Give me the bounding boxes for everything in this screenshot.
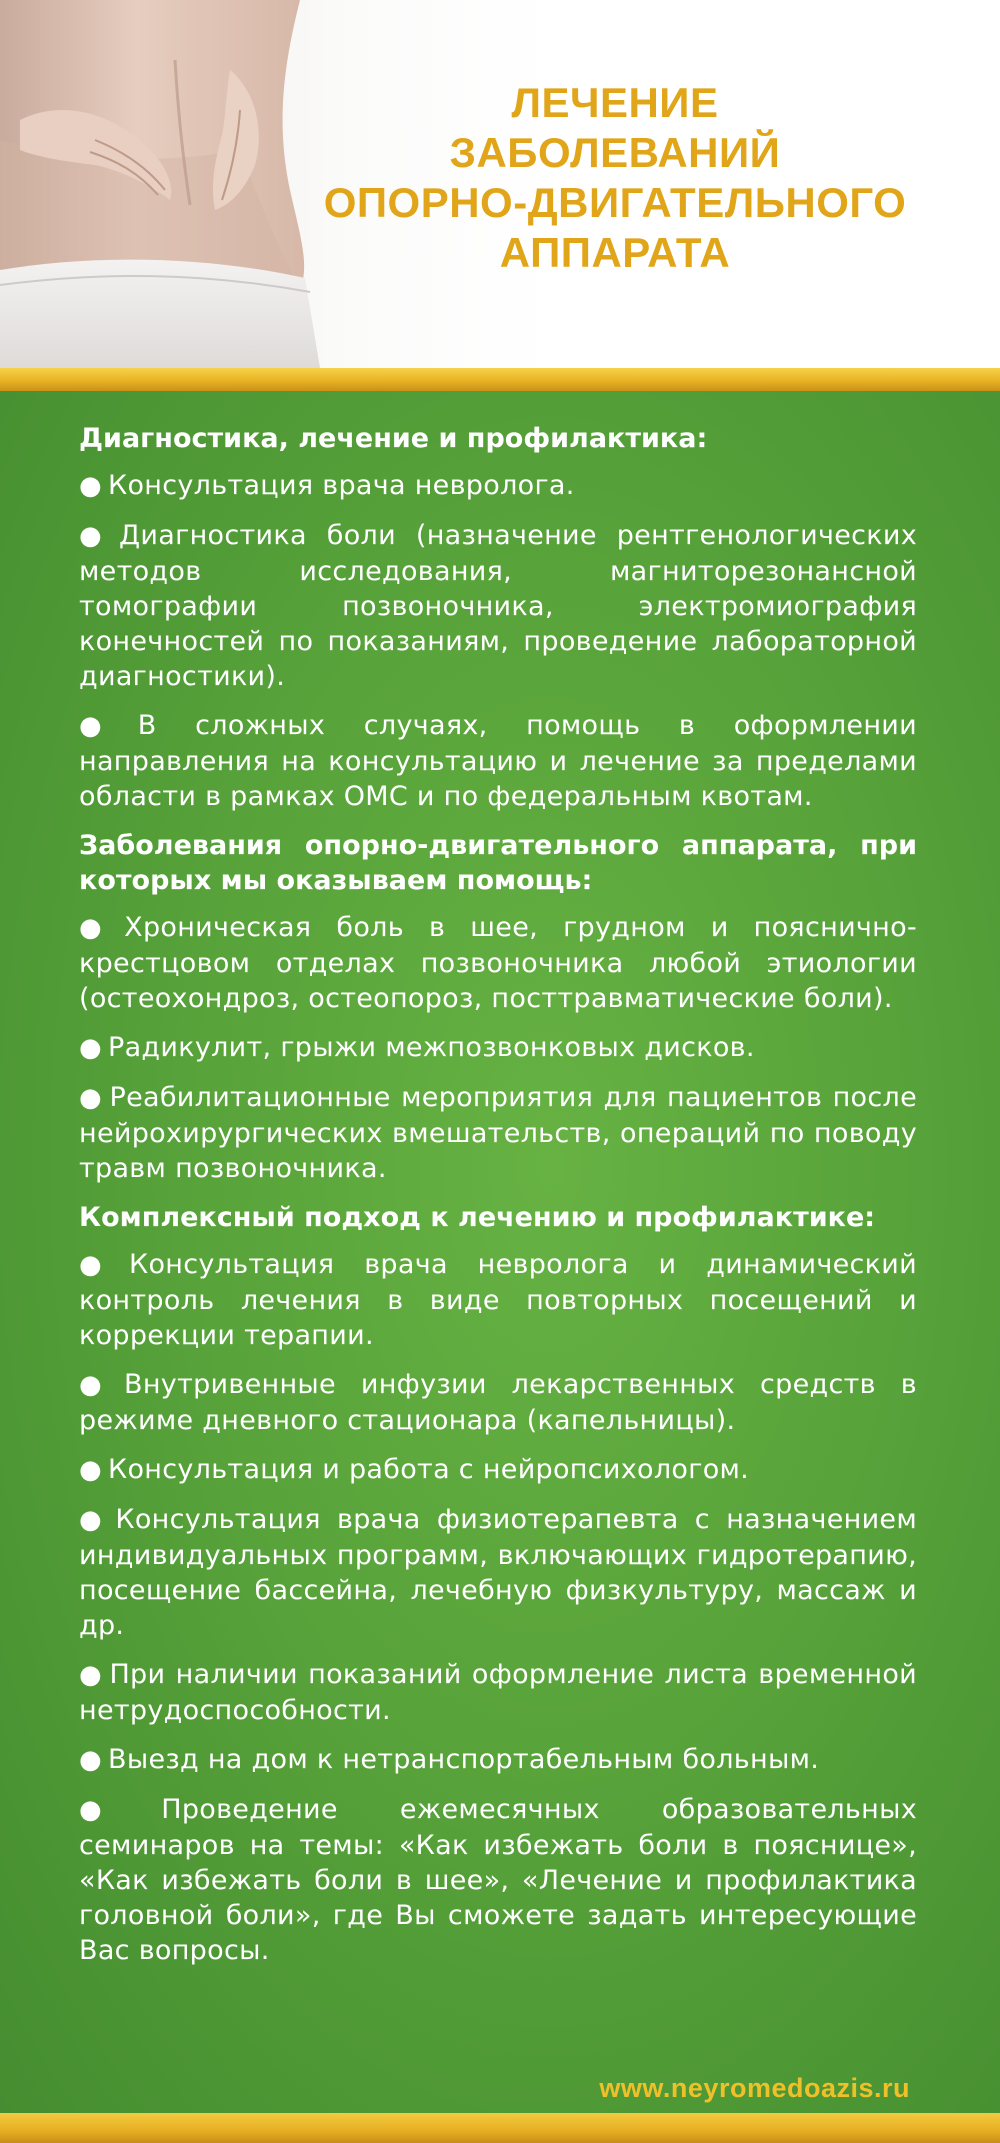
bullet-icon: ● xyxy=(79,1250,123,1280)
list-item: ● Консультация врача физиотерапевта с назначением индивидуальных программ, включающих гидротерапию, посещение бассейна, лечебную физкультуру, массаж и др. xyxy=(79,1504,917,1641)
title-line: ЛЕЧЕНИЕ xyxy=(511,79,719,126)
bullet-icon: ● xyxy=(79,1455,102,1485)
page-title xyxy=(290,78,940,278)
list-item: ● Проведение ежемесячных образовательных семинаров на темы: «Как избежать боли в пояснице», «Как избежать боли в шее», «Лечение и профилактика головной боли», где Вы сможете задать интересующие Вас вопросы. xyxy=(79,1794,917,1966)
bullet-icon: ● xyxy=(79,913,119,943)
title-line: АППАРАТА xyxy=(499,229,731,276)
list-item: ● Консультация врача невролога. xyxy=(79,470,575,501)
website-link[interactable]: www.neyromedoazis.ru xyxy=(599,2073,910,2103)
title-line: ЗАБОЛЕВАНИЙ xyxy=(449,129,781,176)
header xyxy=(0,0,1000,368)
bullet-icon: ● xyxy=(79,471,102,501)
content-panel xyxy=(0,391,1000,2113)
title-line: ОПОРНО-ДВИГАТЕЛЬНОГО xyxy=(323,179,907,226)
list-item: ● Диагностика боли (назначение рентгенологических методов исследования, магниторезонансной томографии позвоночника, электромиография конечностей по показаниям, проведение лабораторной диагностики). xyxy=(79,520,917,692)
text-column xyxy=(79,421,917,1982)
list-item: ● В сложных случаях, помощь в оформлении направления на консультацию и лечение за пределами области в рамках ОМС и по федеральным квотам. xyxy=(79,710,917,812)
section-heading-diseases: Заболевания опорно-двигательного аппарата, при которых мы оказываем помощь: xyxy=(79,830,917,896)
bullet-icon: ● xyxy=(79,711,132,741)
section-heading-diagnostics: Диагностика, лечение и профилактика: xyxy=(79,423,708,454)
bullet-icon: ● xyxy=(79,1033,102,1063)
back-pain-photo xyxy=(0,0,330,368)
list-item: ● Внутривенные инфузии лекарственных средств в режиме дневного стационара (капельницы). xyxy=(79,1369,917,1436)
list-item: ● Выезд на дом к нетранспортабельным больным. xyxy=(79,1744,820,1775)
bullet-icon: ● xyxy=(79,521,114,551)
list-item: ● Реабилитационные мероприятия для пациентов после нейрохирургических вмешательств, операций по поводу травм позвоночника. xyxy=(79,1082,917,1184)
section-heading-approach: Комплексный подход к лечению и профилактике: xyxy=(79,1202,876,1233)
bullet-icon: ● xyxy=(79,1370,119,1400)
list-item: ● Консультация врача невролога и динамический контроль лечения в виде повторных посещений и коррекции терапии. xyxy=(79,1249,917,1351)
list-item: ● При наличии показаний оформление листа временной нетрудоспособности. xyxy=(79,1659,917,1726)
bottom-gold-band xyxy=(0,2113,1000,2143)
bullet-icon: ● xyxy=(79,1505,110,1535)
bullet-icon: ● xyxy=(79,1745,102,1775)
gold-divider xyxy=(0,368,1000,391)
list-item: ● Консультация и работа с нейропсихологом. xyxy=(79,1454,750,1485)
list-item: ● Хроническая боль в шее, грудном и пояснично-крестцовом отделах позвоночника любой этиологии (остеохондроз, остеопороз, посттравматические боли). xyxy=(79,912,917,1014)
list-item: ● Радикулит, грыжи межпозвонковых дисков. xyxy=(79,1032,755,1063)
bullet-icon: ● xyxy=(79,1083,104,1113)
bullet-icon: ● xyxy=(79,1660,104,1690)
bullet-icon: ● xyxy=(79,1795,156,1825)
